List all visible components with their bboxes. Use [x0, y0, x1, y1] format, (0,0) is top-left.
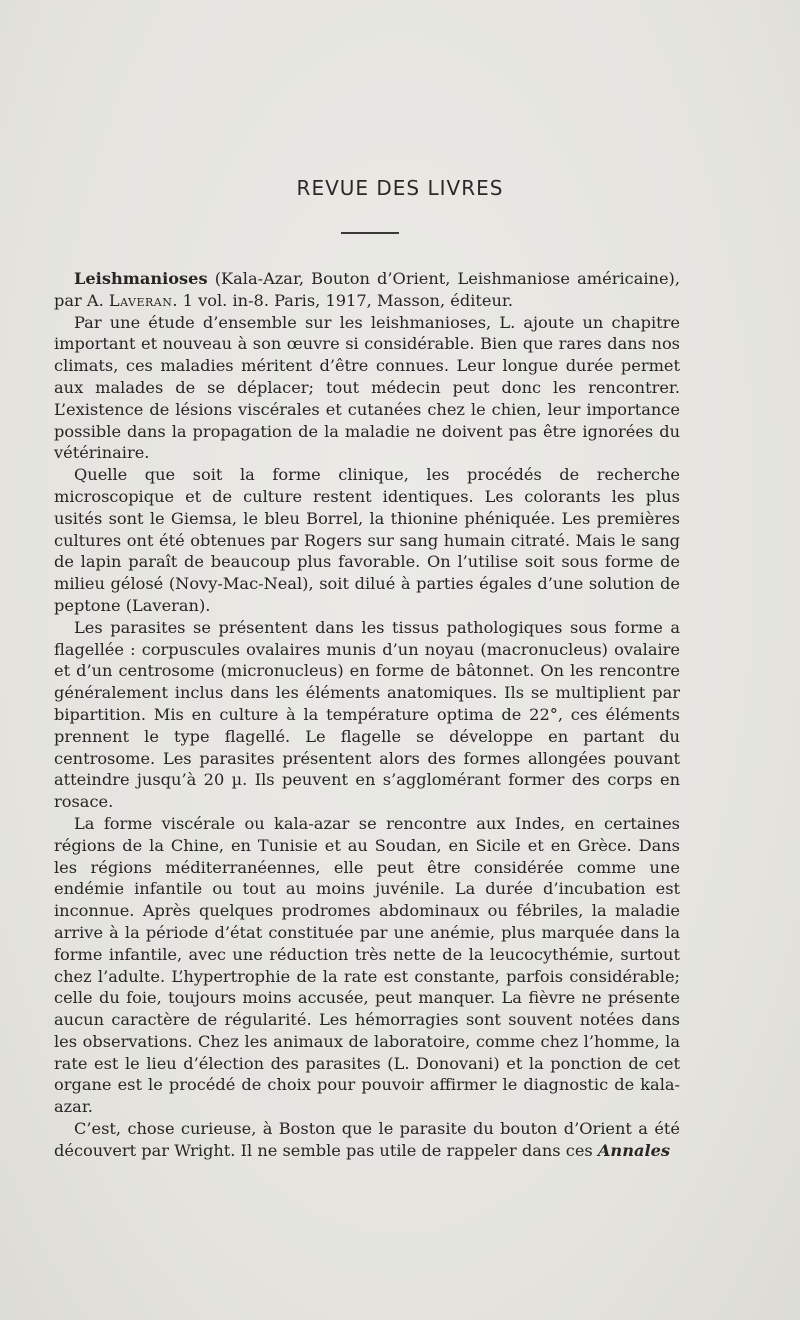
paragraph-last-text: C’est, chose curieuse, à Boston que le parasite du bouton d’Orient a été découvert par Wright. Il ne semble pas utile de rappeler dans ces: [54, 1119, 680, 1160]
paragraph-last-italic: Annales: [597, 1140, 671, 1160]
book-entry: [54, 268, 680, 312]
paragraph: La forme viscérale ou kala-azar se rencontre aux Indes, en certaines régions de la Chine, en Tunisie et au Soudan, en Sicile et en Grèce. Dans les régions méditerranéennes, elle peut être considérée comme une endémie infantile ou tout au moins juvénile. La durée d’incubation est inconnue. Après quelques prodromes abdominaux ou fébriles, la maladie arrive à la période d’état constituée par une anémie, plus marquée dans la forme infantile, avec une réduction très nette de la leucocythémie, surtout chez l’adulte. L’hypertrophie de la rate est constante, parfois considérable; celle du foie, toujours moins accusée, peut manquer. La fièvre ne présente aucun caractère de régularité. Les hémorragies sont souvent notées dans les observations. Chez les animaux de laboratoire, comme chez l’homme, la rate est le lieu d’élection des parasites (L. Donovani) et la ponction de cet organe est le procédé de choix pour pouvoir affirmer le diagnostic de kala-azar.: [54, 813, 680, 1117]
book-title: Leishmanioses: [74, 269, 208, 288]
book-publication: . 1 vol. in-8. Paris, 1917, Masson, éditeur.: [172, 290, 513, 310]
paragraph: Par une étude d’ensemble sur les leishmanioses, L. ajoute un chapitre important et nouveau à son œuvre si considérable. Bien que rares dans nos climats, ces maladies méritent d’être connues. Leur longue durée permet aux malades de se déplacer; tout médecin peut donc les rencontrer. L’existence de lésions viscérales et cutanées chez le chien, leur importance possible dans la propagation de la maladie ne doivent pas être ignorées du vétérinaire.: [54, 312, 680, 463]
heading-rule: [341, 232, 399, 234]
paragraph-last: [54, 1118, 680, 1162]
review-body: [54, 268, 680, 1162]
page-heading: REVUE DES LIVRES: [296, 176, 504, 200]
book-author: Laveran: [108, 290, 173, 310]
paragraph: Quelle que soit la forme clinique, les procédés de recherche microscopique et de culture restent identiques. Les colorants les plus usités sont le Giemsa, le bleu Borrel, la thionine phéniquée. Les premières cultures ont été obtenues par Rogers sur sang humain citraté. Mais le sang de lapin paraît de beaucoup plus favorable. On l’utilise soit sous forme de milieu gélosé (Novy-Mac-Neal), soit dilué à parties égales d’une solution de peptone (Laveran).: [54, 465, 680, 615]
book-subtitle: (Kala-Azar, Bouton d’Orient, Leishmaniose américaine), par A.: [54, 269, 680, 310]
paragraph: Les parasites se présentent dans les tissus pathologiques sous forme a flagellée : corpuscules ovalaires munis d’un noyau (macronucleus) ovalaire et d’un centrosome (micronucleus) en forme de bâtonnet. On les rencontre généralement inclus dans les éléments anatomiques. Ils se multiplient par bipartition. Mis en culture à la température optima de 22°, ces éléments prennent le type flagellé. Le flagelle se développe en partant du centrosome. Les parasites présentent alors des formes allongées pouvant atteindre jusqu’à 20 µ. Ils peuvent en s’agglomérant former des corps en rosace.: [54, 617, 680, 812]
